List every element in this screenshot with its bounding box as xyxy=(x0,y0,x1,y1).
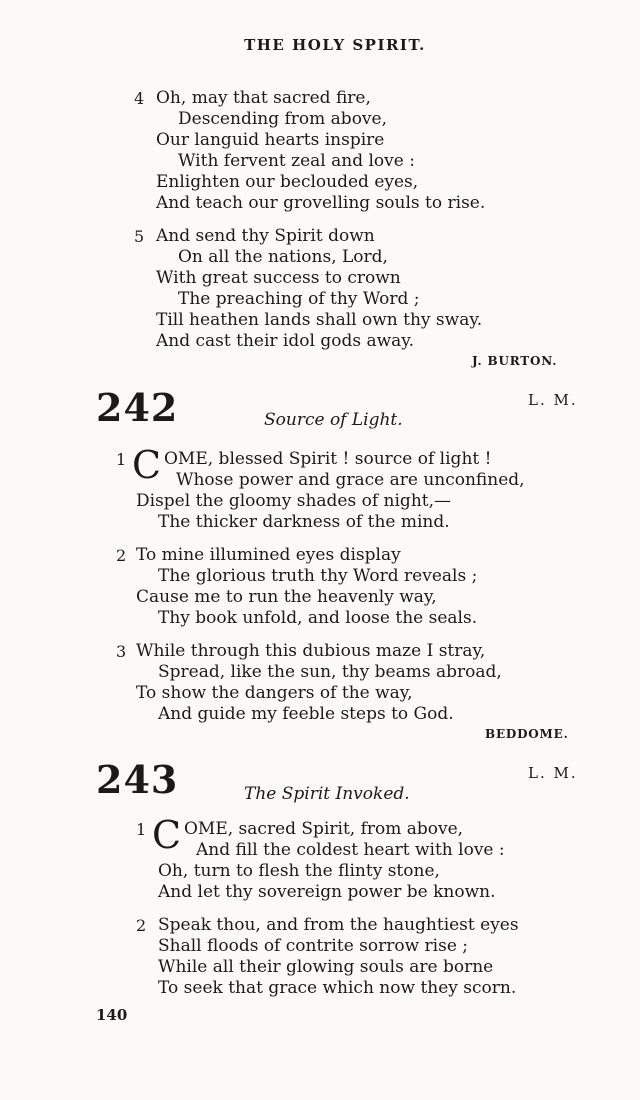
verse-line: Our languid hearts inspire xyxy=(156,130,385,150)
verse-line: Oh, may that sacred fire, xyxy=(156,88,371,108)
hymn-title: The Spirit Invoked. xyxy=(244,784,410,804)
verse-line: The preaching of thy Word ; xyxy=(178,289,420,309)
verse-line: Descending from above, xyxy=(178,109,387,129)
verse-line: With great success to crown xyxy=(156,268,401,288)
verse-line: Shall floods of contrite sorrow rise ; xyxy=(158,936,469,956)
page-number: 140 xyxy=(96,1006,128,1024)
hymn-author: J. BURTON. xyxy=(472,354,558,368)
running-head: THE HOLY SPIRIT. xyxy=(244,36,426,54)
verse-line: On all the nations, Lord, xyxy=(178,247,388,267)
verse-line: Oh, turn to flesh the flinty stone, xyxy=(158,861,440,881)
verse-line: OME, sacred Spirit, from above, xyxy=(184,819,464,839)
hymn-meter: L. M. xyxy=(528,764,578,782)
verse-line: Speak thou, and from the haughtiest eyes xyxy=(158,915,519,935)
verse-line: Whose power and grace are unconfined, xyxy=(176,470,525,490)
hymn-number: 242 xyxy=(96,385,179,430)
verse-line: And send thy Spirit down xyxy=(156,226,375,246)
verse-number: 5 xyxy=(134,227,145,246)
verse-line: Spread, like the sun, thy beams abroad, xyxy=(158,662,502,682)
verse-line: Cause me to run the heavenly way, xyxy=(136,587,437,607)
verse-line: To mine illumined eyes display xyxy=(136,545,401,565)
verse-line: To show the dangers of the way, xyxy=(136,683,413,703)
verse-line: And cast their idol gods away. xyxy=(156,331,415,351)
verse-line: Till heathen lands shall own thy sway. xyxy=(156,310,483,330)
verse-number: 4 xyxy=(134,89,145,108)
verse-line: The glorious truth thy Word reveals ; xyxy=(158,566,478,586)
verse-line: Enlighten our beclouded eyes, xyxy=(156,172,419,192)
verse-line: OME, blessed Spirit ! source of light ! xyxy=(164,449,492,469)
verse-line: While all their glowing souls are borne xyxy=(158,957,494,977)
verse-line: And guide my feeble steps to God. xyxy=(158,704,454,724)
hymn-number: 243 xyxy=(96,757,179,802)
verse-line: The thicker darkness of the mind. xyxy=(158,512,450,532)
verse-number: 2 xyxy=(116,546,127,565)
verse-line: And let thy sovereign power be known. xyxy=(158,882,496,902)
verse-number: 3 xyxy=(116,642,127,661)
verse-number: 2 xyxy=(136,916,147,935)
hymn-author: BEDDOME. xyxy=(485,727,569,741)
verse-line: And teach our grovelling souls to rise. xyxy=(156,193,486,213)
verse-line: And fill the coldest heart with love : xyxy=(196,840,505,860)
verse-line: Thy book unfold, and loose the seals. xyxy=(158,608,478,628)
verse-number: 1 xyxy=(136,820,147,839)
verse-line: Dispel the gloomy shades of night,— xyxy=(136,491,451,511)
verse-line: To seek that grace which now they scorn. xyxy=(158,978,517,998)
hymn-title: Source of Light. xyxy=(264,410,403,430)
verse-line: With fervent zeal and love : xyxy=(178,151,415,171)
verse-line: While through this dubious maze I stray, xyxy=(136,641,486,661)
hymn-meter: L. M. xyxy=(528,391,578,409)
drop-cap: C xyxy=(152,813,182,857)
drop-cap: C xyxy=(132,443,162,487)
verse-number: 1 xyxy=(116,450,127,469)
